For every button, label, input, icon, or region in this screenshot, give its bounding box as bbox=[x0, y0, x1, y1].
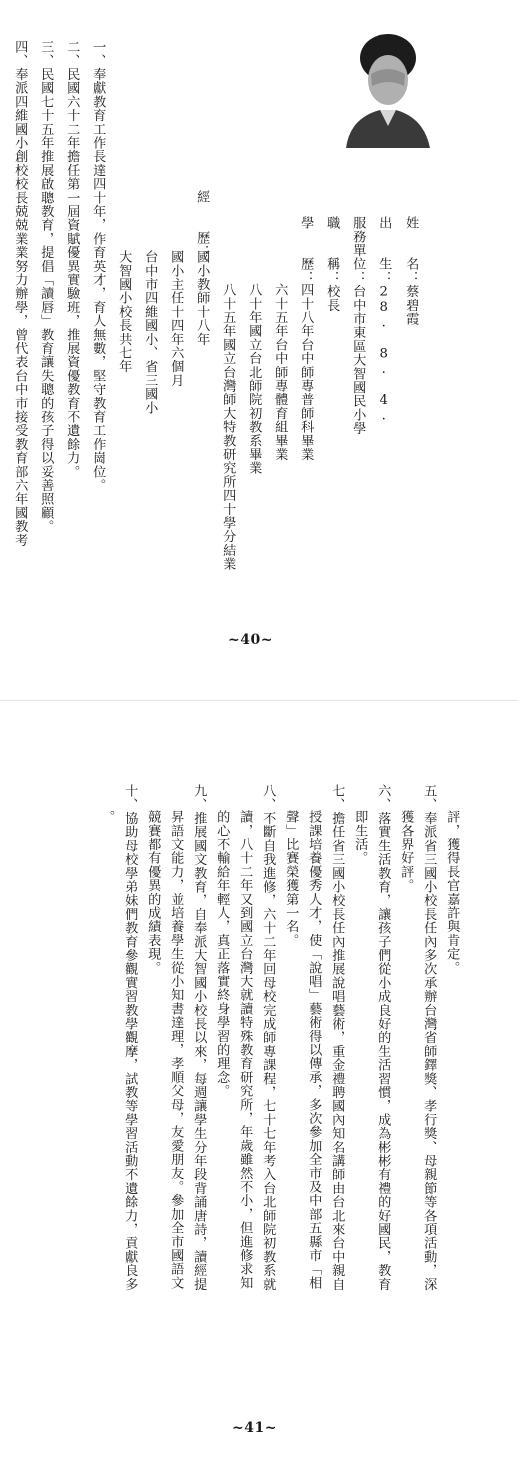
education-item: 四十八年台中師專普師科畢業 bbox=[298, 283, 314, 462]
achievement-item: 四、奉派四維國小創校校長兢兢業業努力辦學，曾代表台中市接受教育部六年國教考 bbox=[12, 40, 28, 547]
portrait-photo bbox=[338, 14, 436, 148]
profile-title-row: 職 稱：校長 bbox=[324, 216, 340, 312]
profile-birth-row: 出 生：28. 8. 4. bbox=[376, 216, 392, 424]
page-41 bbox=[0, 740, 518, 1474]
body-column: 十、協助母校學弟妹們教育參觀實習教學觀摩，試教等學習活動不遺餘力，貢獻良多 bbox=[122, 784, 138, 1291]
body-column: 獲各界好評。 bbox=[398, 810, 414, 893]
experience-item: 大智國小校長共七年 bbox=[116, 250, 132, 374]
body-column: 競賽都有優異的成績表現。 bbox=[145, 810, 161, 975]
body-column: 六、落實生活教育，讓孩子們從小成良好的生活習慣，成為彬彬有禮的好國民，教育 bbox=[375, 784, 391, 1291]
profile-education-label: 學 歷： bbox=[298, 216, 314, 285]
achievement-item: 二、民國六十二年擔任第一屆資賦優異實驗班，推展資優教育不遺餘力。 bbox=[64, 40, 80, 479]
profile-experience-label: 經 歷： bbox=[194, 190, 210, 259]
body-column: 授課培養優秀人才，使「說唱」藝術得以傳承，多次參加全市及中部五縣市「相 bbox=[306, 810, 322, 1290]
page-divider bbox=[0, 700, 518, 701]
experience-item: 台中市四維國小、省三國小 bbox=[142, 250, 158, 415]
body-column: 九、推展國文教育，自奉派大智國小校長以來，每週讓學生分年段背誦唐詩，讀經提 bbox=[191, 784, 207, 1291]
body-column: 。 bbox=[99, 810, 115, 824]
profile-unit-row: 服務單位：台中市東區大智國民小學 bbox=[350, 216, 366, 436]
achievement-item: 三、民國七十五年推展啟聰教育，提倡「讀唇」教育讓失聰的孩子得以妥善照顧。 bbox=[38, 40, 54, 534]
experience-item: 國小主任十四年六個月 bbox=[168, 250, 184, 387]
education-item: 八十五年國立台灣師大特教研究所四十學分結業 bbox=[220, 283, 236, 571]
page-number: ~40~ bbox=[228, 632, 273, 648]
page-40 bbox=[0, 0, 518, 655]
body-column: 即生活。 bbox=[352, 810, 368, 865]
body-column: 聲」比賽榮獲第一名。 bbox=[283, 810, 299, 947]
body-column: 評，獲得長官嘉許與肯定。 bbox=[444, 810, 460, 975]
education-item: 六十五年台中師專體育組畢業 bbox=[272, 283, 288, 462]
body-column: 七、擔任省三國小校長任內推展說唱藝術，重金禮聘國內知名講師由台北來台中親自 bbox=[329, 784, 345, 1291]
page-number: ~41~ bbox=[232, 1420, 277, 1436]
body-column: 八、不斷自我進修，六十二年回母校完成師專課程，七十七年考入台北師院初教系就 bbox=[260, 784, 276, 1291]
profile-name-row: 姓 名：蔡碧霞 bbox=[403, 216, 419, 326]
body-column: 的心不輸給年輕人，真正落實終身學習的理念。 bbox=[214, 810, 230, 1098]
body-column: 讀，八十二年又到國立台灣大就讀特殊教育研究所，年歲雖然不小，但進修求知 bbox=[237, 810, 253, 1290]
body-column: 五、奉派省三國小校長任內多次承辦台灣省師鐸獎、孝行獎、母親節等各項活動，深 bbox=[421, 784, 437, 1291]
education-item: 八十年國立台北師院初教系畢業 bbox=[246, 283, 262, 475]
body-column: 昇語文能力，並培養學生從小知書達理，孝順父母，友愛朋友。參加全市國語文 bbox=[168, 810, 184, 1290]
achievement-item: 一、奉獻教育工作長達四十年，作育英才，育人無數，堅守教育工作崗位。 bbox=[90, 40, 106, 493]
experience-item: 國小教師十八年 bbox=[194, 250, 210, 346]
